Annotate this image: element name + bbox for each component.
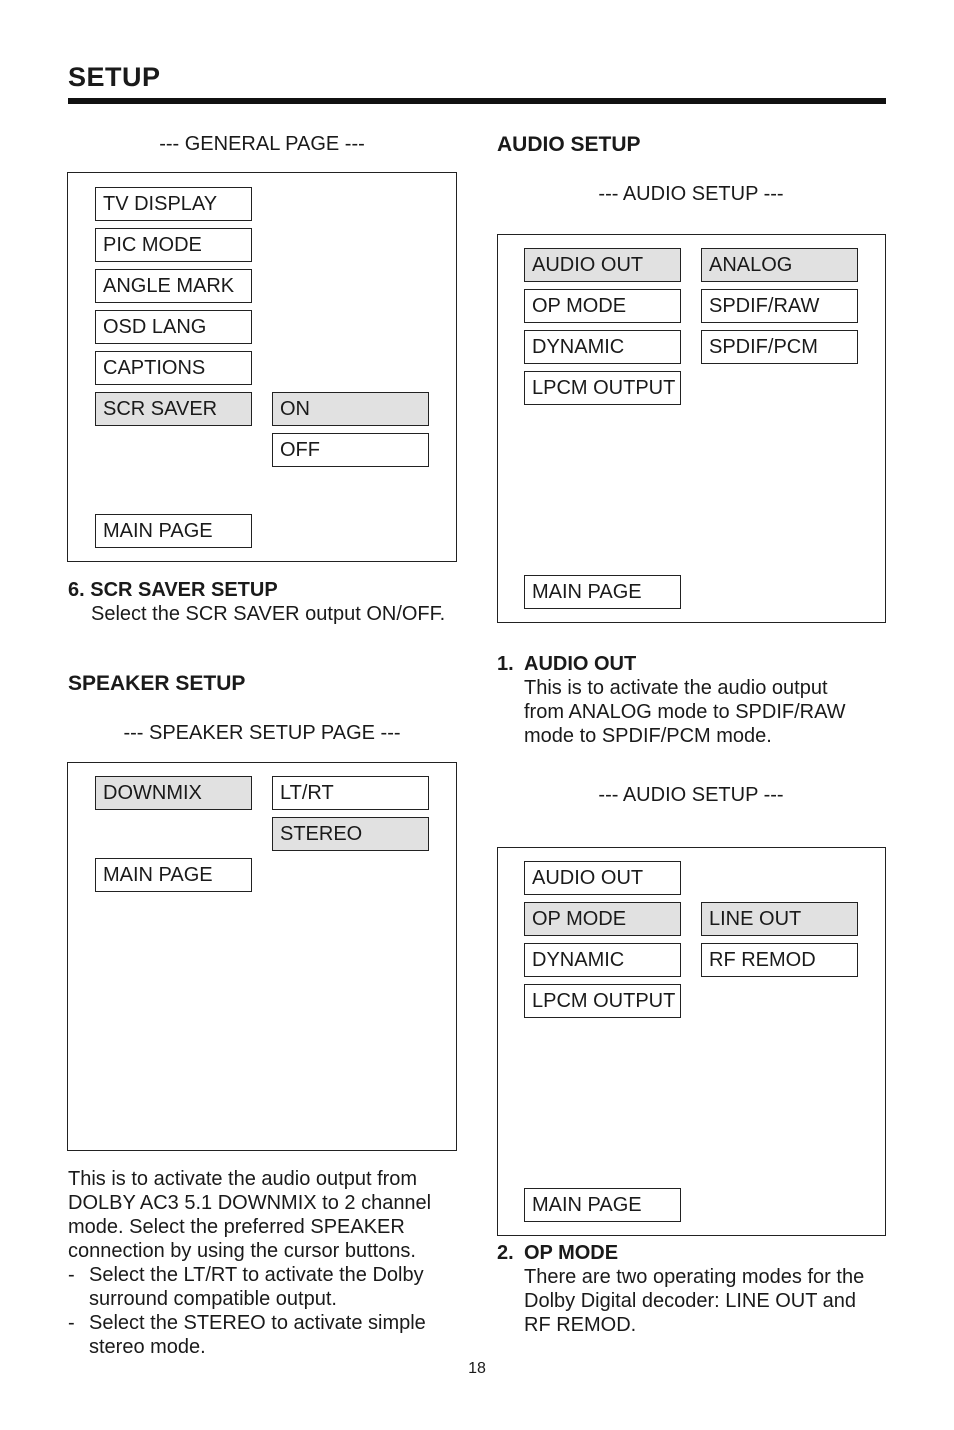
option-lt-rt[interactable]: LT/RT <box>272 776 429 810</box>
text-line: surround compatible output. <box>89 1288 337 1310</box>
general-page-menu <box>67 172 457 562</box>
main-page-button[interactable]: MAIN PAGE <box>95 514 252 548</box>
audio-out-description <box>524 676 846 748</box>
audio-setup-caption: --- AUDIO SETUP --- <box>598 784 784 806</box>
menu-item-op-mode[interactable]: OP MODE <box>524 289 681 323</box>
menu-item-pic-mode[interactable]: PIC MODE <box>95 228 252 262</box>
main-page-button[interactable]: MAIN PAGE <box>524 1188 681 1222</box>
option-rf-remod[interactable]: RF REMOD <box>701 943 858 977</box>
text-line: There are two operating modes for the <box>524 1266 865 1288</box>
option-on[interactable]: ON <box>272 392 429 426</box>
text-line: mode to SPDIF/PCM mode. <box>524 725 772 747</box>
audio-setup-menu-2 <box>497 847 886 1236</box>
op-mode-heading: OP MODE <box>524 1242 619 1264</box>
text-line: mode. Select the preferred SPEAKER <box>68 1216 405 1238</box>
option-spdif-pcm[interactable]: SPDIF/PCM <box>701 330 858 364</box>
option-analog[interactable]: ANALOG <box>701 248 858 282</box>
text-line: stereo mode. <box>89 1336 206 1358</box>
audio-out-number: 1. <box>497 653 514 675</box>
text-line: This is to activate the audio output <box>524 677 828 699</box>
option-spdif-raw[interactable]: SPDIF/RAW <box>701 289 858 323</box>
op-mode-description <box>524 1265 864 1337</box>
scr-saver-text: Select the SCR SAVER output ON/OFF. <box>91 603 446 625</box>
audio-setup-heading: AUDIO SETUP <box>497 133 641 156</box>
speaker-setup-caption: --- SPEAKER SETUP PAGE --- <box>123 722 401 744</box>
menu-item-dynamic[interactable]: DYNAMIC <box>524 330 681 364</box>
bullet-dash: - <box>68 1312 75 1334</box>
text-line: Select the LT/RT to activate the Dolby <box>89 1264 424 1286</box>
menu-item-op-mode[interactable]: OP MODE <box>524 902 681 936</box>
bullet-dash: - <box>68 1264 75 1286</box>
menu-item-captions[interactable]: CAPTIONS <box>95 351 252 385</box>
speaker-setup-heading: SPEAKER SETUP <box>68 672 246 695</box>
bullet-stereo <box>89 1311 426 1359</box>
menu-item-tv-display[interactable]: TV DISPLAY <box>95 187 252 221</box>
menu-item-downmix[interactable]: DOWNMIX <box>95 776 252 810</box>
menu-item-audio-out[interactable]: AUDIO OUT <box>524 248 681 282</box>
main-page-button[interactable]: MAIN PAGE <box>524 575 681 609</box>
menu-item-lpcm-output[interactable]: LPCM OUTPUT <box>524 984 681 1018</box>
text-line: from ANALOG mode to SPDIF/RAW <box>524 701 846 723</box>
menu-item-osd-lang[interactable]: OSD LANG <box>95 310 252 344</box>
audio-out-heading: AUDIO OUT <box>524 653 637 675</box>
text-line: DOLBY AC3 5.1 DOWNMIX to 2 channel <box>68 1192 432 1214</box>
text-line: Dolby Digital decoder: LINE OUT and <box>524 1290 857 1312</box>
option-off[interactable]: OFF <box>272 433 429 467</box>
op-mode-number: 2. <box>497 1242 514 1264</box>
text-line: RF REMOD. <box>524 1314 637 1336</box>
audio-setup-menu-1 <box>497 234 886 623</box>
option-line-out[interactable]: LINE OUT <box>701 902 858 936</box>
page-number: 18 <box>468 1360 486 1377</box>
text-line: Select the STEREO to activate simple <box>89 1312 426 1334</box>
header-rule <box>68 98 886 104</box>
option-stereo[interactable]: STEREO <box>272 817 429 851</box>
scr-saver-heading: 6. SCR SAVER SETUP <box>68 579 278 601</box>
text-line: connection by using the cursor buttons. <box>68 1240 416 1262</box>
menu-item-dynamic[interactable]: DYNAMIC <box>524 943 681 977</box>
menu-item-lpcm-output[interactable]: LPCM OUTPUT <box>524 371 681 405</box>
main-page-button[interactable]: MAIN PAGE <box>95 858 252 892</box>
bullet-lt-rt <box>89 1263 424 1311</box>
audio-setup-caption: --- AUDIO SETUP --- <box>598 183 784 205</box>
speaker-description <box>68 1167 431 1263</box>
menu-item-scr-saver[interactable]: SCR SAVER <box>95 392 252 426</box>
page-title: SETUP <box>68 62 161 92</box>
speaker-setup-menu <box>67 762 457 1151</box>
text-line: This is to activate the audio output from <box>68 1168 418 1190</box>
menu-item-angle-mark[interactable]: ANGLE MARK <box>95 269 252 303</box>
menu-item-audio-out[interactable]: AUDIO OUT <box>524 861 681 895</box>
general-page-caption: --- GENERAL PAGE --- <box>159 133 365 155</box>
